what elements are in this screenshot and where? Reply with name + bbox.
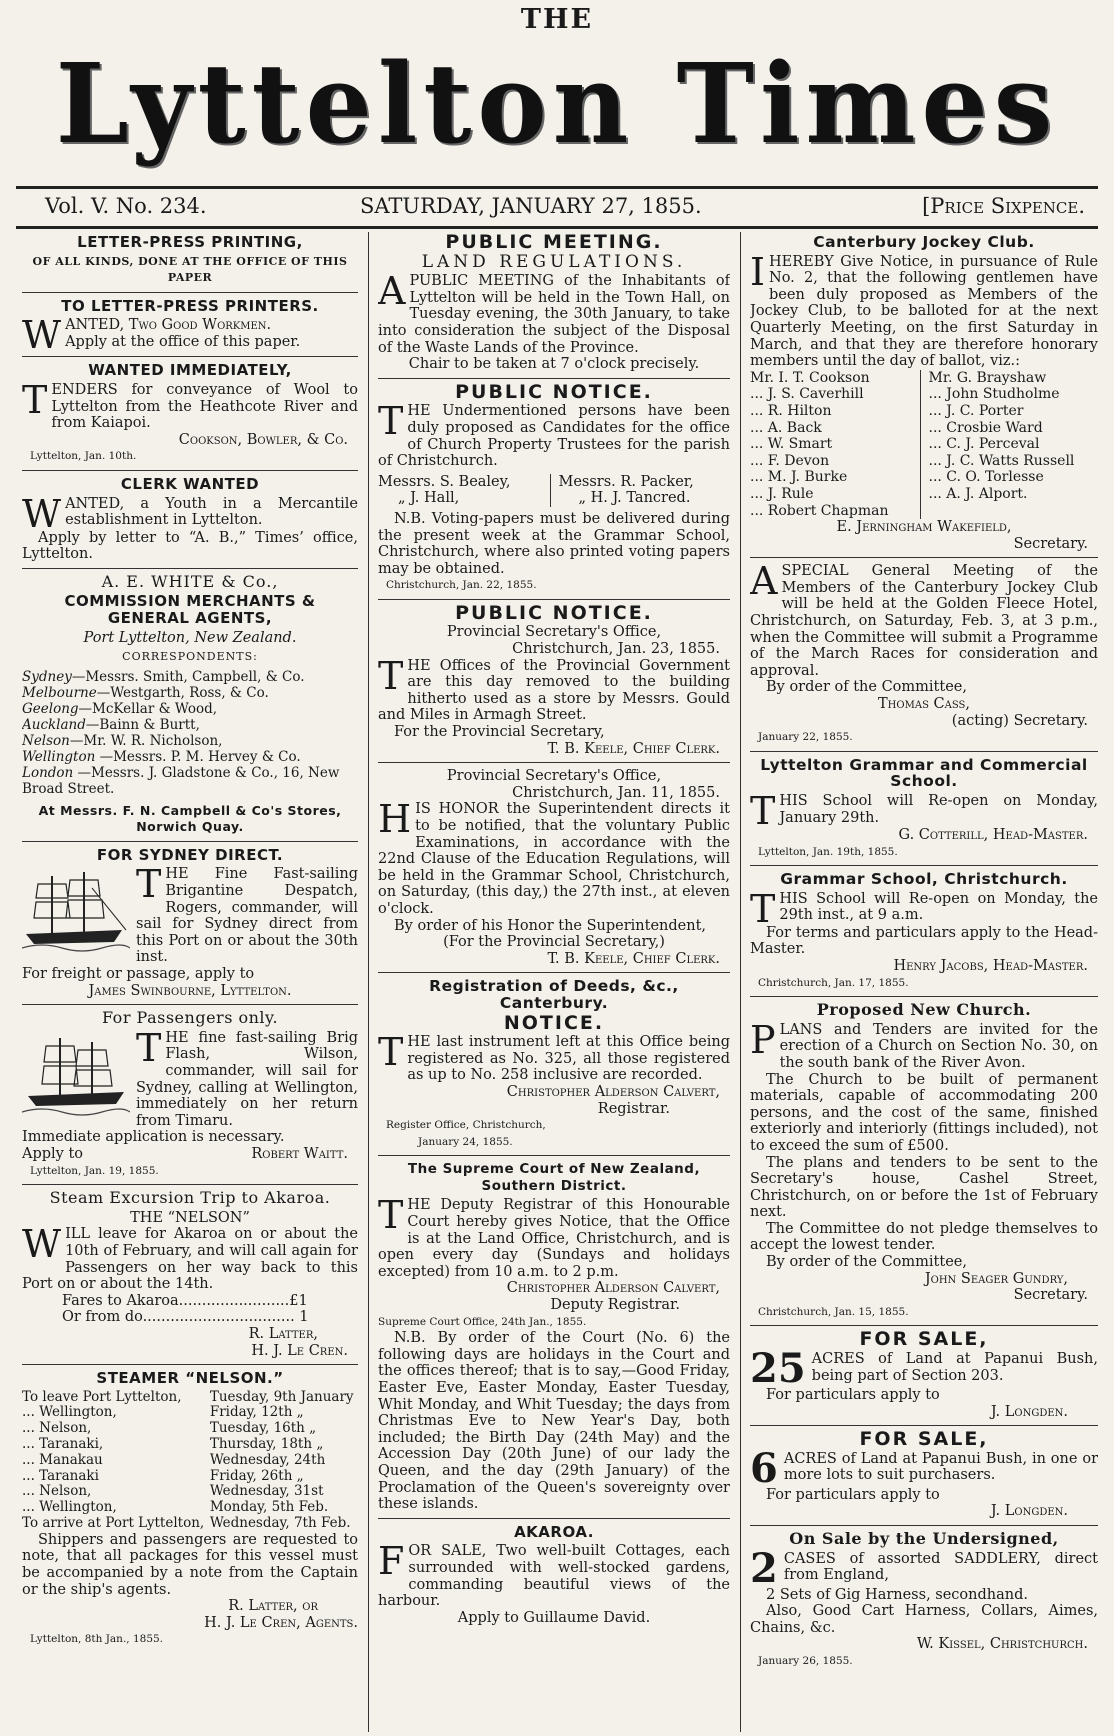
ad-wanted-immediately [22, 362, 358, 465]
column-1 [22, 232, 358, 1732]
drop-cap: W [22, 491, 62, 536]
ad-text: HEREBY Give Notice, in pursuance of Rule No. 2, that the following gentlemen have been duly proposed as Members of the Jockey Club, to be balloted for at the next Quarterly Meeting, on the first Saturday in March, and that they are therefore honorary members until the day of ballot, viz.: [750, 253, 1098, 370]
column-divider-1 [368, 232, 369, 1732]
signature: John Seager Gundry, [924, 1270, 1068, 1287]
column-2 [378, 232, 730, 1732]
correspondent: Auckland—Bainn & Burtt, [22, 716, 200, 733]
ad-text: ANTED, Two Good Workmen. [65, 317, 272, 334]
drop-cap: T [378, 653, 404, 698]
schedule-row: ... Taranaki Friday, 26th „ [22, 1467, 304, 1484]
ad-text: ANTED, a Youth in a Mercantile establishment in Lyttelton. [65, 495, 358, 529]
date-line: Christchurch, Jan. 22, 1855. [386, 579, 537, 592]
drop-cap: W [22, 1222, 62, 1267]
member: ... J. C. Watts Russell [928, 452, 1075, 469]
ad-akaroa [378, 1524, 730, 1627]
ad-public-notice-offices [378, 601, 730, 757]
candidate: Messrs. R. Packer, [558, 473, 694, 490]
drop-cap: T [136, 1025, 162, 1070]
date-line: Supreme Court Office, 24th Jan., 1855. [378, 1315, 587, 1328]
figure-numeral: 6 [750, 1444, 778, 1492]
member: ... Crosbie Ward [928, 419, 1043, 436]
ad-proposed-church [750, 1002, 1098, 1320]
member: ... A. J. Alport. [928, 485, 1028, 502]
ad-text-2: By order of the Committee, [766, 679, 967, 696]
ad-subtitle: OF ALL KINDS, DONE AT THE OFFICE OF THIS PAPER [32, 254, 348, 285]
drop-cap: A [378, 269, 406, 314]
ad-text-2: Immediate application is necessary. [22, 1129, 285, 1146]
ad-title: FOR SALE, [859, 1428, 989, 1451]
ad-title: FOR SALE, [859, 1328, 989, 1351]
ad-text-5: By order of the Committee, [766, 1254, 967, 1271]
ad-printers-wanted [22, 296, 358, 358]
drop-cap: H [378, 797, 412, 842]
ad-special-meeting [750, 559, 1098, 746]
member: ... R. Hilton [750, 402, 832, 419]
date-line: Christchurch, Jan. 15, 1855. [758, 1305, 909, 1318]
ad-title: FOR SYDNEY DIRECT. [96, 845, 284, 864]
signature: James Swinbourne, Lyttelton. [88, 982, 292, 999]
ad-steamer-nelson [22, 1370, 358, 1648]
drop-cap: P [750, 1017, 776, 1062]
ad-title: CLERK WANTED [120, 474, 260, 493]
signature: Thomas Cass, [878, 696, 970, 713]
office-date: Christchurch, Jan. 23, 1855. [512, 641, 720, 658]
ad-title: Proposed New Church. [816, 1000, 1032, 1020]
ad-steam-excursion [22, 1190, 358, 1359]
date-line-2: January 24, 1855. [418, 1135, 513, 1148]
figure-numeral: 2 [750, 1544, 778, 1592]
signature-title: Deputy Registrar. [550, 1297, 680, 1314]
ad-subtitle: LAND REGULATIONS. [421, 251, 687, 272]
schedule-row: ... Wellington, Friday, 12th „ [22, 1404, 304, 1421]
schedule-table [22, 1390, 358, 1532]
column-3 [750, 232, 1098, 1732]
candidate: „ J. Hall, [398, 490, 460, 507]
drop-cap: I [750, 249, 766, 294]
ad-title: LETTER-PRESS PRINTING, [77, 233, 303, 251]
ad-text: HE Offices of the Provincial Government are this day removed to the building hitherto used as a store by Messrs. Gould and Miles in Armagh Street. [378, 657, 730, 724]
ad-note: Shippers and passengers are requested to note, that all packages for this vessel must be accompanied by a note from the Captain or the ship's agents. [22, 1531, 358, 1598]
apply-label: Apply to [22, 1145, 84, 1162]
ad-text-2: N.B. By order of the Court (No. 6) the following days are holidays in the Court and the offices thereof; that is to say,—Good Friday, Easter Eve, Easter Monday, Easter Tuesday, Whit Monday, and Whit Tuesday; the days from Christmas Eve to New Year's Day, both included; the Birth Day (24th May) and the Accession Day (20th June) of our lady the Queen, and the day (29th January) of the Proclamation of the Queen's sovereignty over these islands. [378, 1330, 730, 1513]
signature: T. B. Keele, Chief Clerk. [547, 740, 720, 757]
ad-text: HE fine fast-sailing Brig Flash, Wilson, commander, will sail for Sydney, calling at Wellington, immediately on her return from Timaru. [136, 1029, 358, 1129]
signature: Christopher Alderson Calvert, [506, 1280, 720, 1297]
correspondent: London —Messrs. J. Gladstone & Co., 16, New Broad Street. [22, 764, 340, 797]
member: ... C. J. Perceval [928, 436, 1040, 453]
ad-text: HE Deputy Registrar of this Honourable Court hereby gives Notice, that the Office is at the Land Office, Christchurch, and is open every day (Sundays and holidays excepted) from 10 a.m. to 2 p.m. [378, 1197, 730, 1280]
ad-place: Port Lyttelton, New Zealand. [83, 629, 297, 646]
ad-text-4: The Committee do not pledge themselves to accept the lowest tender. [750, 1220, 1098, 1254]
correspondents-list [22, 669, 358, 797]
signature-title: Secretary. [1013, 1287, 1088, 1304]
ad-public-meeting [378, 234, 730, 373]
ad-registration-deeds [378, 978, 730, 1150]
signature: W. Kissel, Christchurch. [916, 1636, 1088, 1653]
signature: Robert Waitt. [251, 1145, 348, 1162]
ad-for-sale-6-acres [750, 1428, 1098, 1520]
drop-cap: T [750, 886, 776, 931]
schedule-row: ... Taranaki, Thursday, 18th „ [22, 1436, 324, 1453]
issue-date: SATURDAY, JANUARY 27, 1855. [360, 194, 702, 218]
ad-saddlery [750, 1531, 1098, 1670]
ad-text: ACRES of Land at Papanui Bush, in one or more lots to suit purchasers. [783, 1450, 1098, 1484]
correspondent: Geelong—McKellar & Wood, [22, 700, 218, 717]
masthead-title: Lyttelton Times [55, 38, 1059, 169]
volume-number: Vol. V. No. 234. [45, 194, 207, 218]
ad-title: AKAROA. [514, 1522, 594, 1541]
ad-text-2: Apply at the office of this paper. [65, 333, 301, 350]
ad-text: PUBLIC MEETING of the Inhabitants of Lyttelton will be held in the Town Hall, on Tuesday evening, the 30th January, to take into consideration the subject of the Disposal of the Waste Lands of the Province. [378, 273, 730, 356]
member: Mr. I. T. Cookson [750, 369, 870, 386]
ad-white-co [22, 571, 358, 836]
signature-2: H. J. Le Cren, Agents. [204, 1614, 358, 1631]
ad-text: IS HONOR the Superintendent directs it to be notified, that the voluntary Public Examinations, in accordance with the 22nd Clause of the Education Regulations, will be held in the Grammar School, Christchurch, on Saturday, (this day,) the 27th inst., at eleven o'clock. [378, 801, 730, 917]
dateline-rule [16, 226, 1098, 229]
ad-text-2: By order of his Honor the Superintendent, [394, 917, 707, 934]
member: ... J. Rule [750, 485, 814, 502]
ad-title: Canterbury Jockey Club. [813, 233, 1035, 251]
office-date: Christchurch, Jan. 11, 1855. [512, 784, 720, 801]
ad-title: Grammar School, Christchurch. [780, 870, 1068, 889]
ad-text: LANS and Tenders are invited for the erection of a Church on Section No. 30, on the south bank of the River Avon. [779, 1021, 1098, 1071]
signature: J. Longden. [990, 1403, 1068, 1420]
date-line: Lyttelton, 8th Jan., 1855. [30, 1633, 164, 1646]
signature-1: R. Latter, [248, 1325, 318, 1342]
ad-jockey-club [750, 234, 1098, 552]
members-list [750, 370, 1098, 519]
correspondent: Melbourne—Westgarth, Ross, & Co. [22, 684, 269, 701]
office-line: Provincial Secretary's Office, [446, 624, 662, 641]
signature: Henry Jacobs, Head-Master. [893, 957, 1088, 974]
ad-text: ILL leave for Akaroa on or about the 10th of February, and will call again for Passengers on her way back to this Port on or about the 14th. [22, 1226, 358, 1293]
ad-text-2: For the Provincial Secretary, [394, 724, 605, 741]
ad-text-2: Apply by letter to “A. B.,” Times’ office, Lyttelton. [22, 529, 358, 563]
member: ... J. S. Caverhill [750, 386, 864, 403]
ad-title: The Supreme Court of New Zealand, Southern District. [407, 1161, 701, 1194]
signature-title: Secretary. [1013, 535, 1088, 552]
schedule-row: ... Manakau Wednesday, 24th [22, 1451, 326, 1468]
ship-icon [22, 868, 130, 956]
ad-superintendent-notice [378, 768, 730, 967]
date-line: Lyttelton, Jan. 10th. [30, 450, 137, 463]
signature: T. B. Keele, Chief Clerk. [547, 950, 720, 967]
figure-numeral: 25 [750, 1345, 806, 1393]
ad-text: HE last instrument left at this Office being registered as No. 325, all those registered as up to No. 258 inclusive are recorded. [407, 1034, 730, 1084]
drop-cap: A [750, 559, 778, 604]
member: Mr. G. Brayshaw [928, 369, 1047, 386]
ad-title: PUBLIC NOTICE. [455, 380, 653, 403]
ad-text: HE Undermentioned persons have been duly proposed as Candidates for the office of Church Property Trustees for the parish of Christchurch. [378, 403, 730, 470]
candidate: Messrs. S. Bealey, [378, 473, 511, 490]
ad-title: A. E. WHITE & Co., [101, 571, 279, 591]
ad-text-2: Chair to be taken at 7 o'clock precisely. [408, 356, 700, 373]
masthead-rule [16, 186, 1098, 189]
office-line: Provincial Secretary's Office, [446, 768, 662, 785]
drop-cap: T [750, 789, 776, 833]
signature-1: R. Latter, or [228, 1598, 318, 1615]
drop-cap: T [378, 1193, 404, 1238]
signature: Cookson, Bowler, & Co. [178, 431, 348, 448]
drop-cap: T [22, 377, 48, 422]
column-divider-2 [740, 232, 741, 1732]
fare-1: Fares to Akaroa........................£1 [62, 1292, 308, 1309]
correspondent: Sydney—Messrs. Smith, Campbell, & Co. [22, 668, 305, 685]
price: [Price Sixpence. [922, 194, 1085, 218]
date-line: Christchurch, Jan. 17, 1855. [758, 976, 909, 989]
ad-for-sale-25-acres [750, 1328, 1098, 1420]
ad-supreme-court [378, 1161, 730, 1512]
member: ... A. Back [750, 419, 822, 436]
ad-text: CASES of assorted SADDLERY, direct from England, [783, 1550, 1098, 1584]
schedule-row: ... Nelson, Tuesday, 16th „ [22, 1420, 317, 1437]
ad-text: HIS School will Re-open on Monday, January 29th. [779, 793, 1098, 826]
ad-text-2: For freight or passage, apply to [22, 966, 255, 983]
ad-text-2: N.B. Voting-papers must be delivered during the present week at the Grammar School, Christchurch, where also printed voting papers may be obtained. [378, 510, 730, 577]
ad-letterpress-printing [22, 234, 358, 287]
drop-cap: F [378, 1539, 405, 1584]
ad-title: STEAMER “NELSON.” [96, 1369, 284, 1388]
date-line: Lyttelton, Jan. 19, 1855. [30, 1164, 159, 1177]
signature: J. Longden. [990, 1503, 1068, 1520]
member: ... John Studholme [928, 386, 1060, 403]
ad-title: PUBLIC MEETING. [445, 232, 663, 253]
drop-cap: T [378, 1030, 404, 1075]
signature-title: Registrar. [597, 1100, 670, 1117]
ad-text: HE Fine Fast-sailing Brigantine Despatch, Rogers, commander, will sail for Sydney direct from this Port on or about the 30th inst. [136, 866, 358, 966]
signature: E. Jerningham Wakefield, [836, 519, 1012, 536]
schedule-row: To leave Port Lyttelton, Tuesday, 9th January [22, 1388, 354, 1405]
ad-public-notice-trustees [378, 380, 730, 594]
ad-title: PUBLIC NOTICE. [455, 601, 653, 624]
ad-text-2: Apply to Guillaume David. [457, 1609, 651, 1626]
ad-text-3: The plans and tenders to be sent to the Secretary's house, Cashel Street, Christchurch, on or before the 1st of February next. [750, 1154, 1098, 1221]
signature-2: H. J. Le Cren. [251, 1342, 348, 1359]
drop-cap: T [136, 862, 162, 907]
ad-title: Lyttelton Grammar and Commercial School. [760, 755, 1088, 791]
ad-title: Registration of Deeds, &c., Canterbury. [429, 977, 679, 1012]
schedule-row: To arrive at Port Lyttelton, Wednesday, 7th Feb. [22, 1515, 351, 1532]
member: ... W. Smart [750, 436, 833, 453]
ad-text: OR SALE, Two well-built Cottages, each surrounded with well-stocked gardens, commanding beautiful views of the harbour. [378, 1543, 730, 1610]
member: ... F. Devon [750, 452, 830, 469]
ship-icon [22, 1032, 130, 1120]
ad-text: HIS School will Re-open on Monday, the 29th inst., at 9 a.m. [779, 890, 1098, 924]
member: ... M. J. Burke [750, 469, 848, 486]
ad-clerk-wanted [22, 476, 358, 563]
ad-text-3: (For the Provincial Secretary,) [443, 934, 665, 951]
correspondents-label: CORRESPONDENTS: [122, 650, 258, 664]
ad-footer: At Messrs. F. N. Campbell & Co's Stores, Norwich Quay. [38, 802, 342, 835]
member: ... Robert Chapman [750, 502, 889, 519]
member: ... C. O. Torlesse [928, 469, 1044, 486]
ad-title: On Sale by the Undersigned, [789, 1529, 1059, 1548]
ad-lyttelton-grammar [750, 757, 1098, 860]
ad-text-2: For particulars apply to [766, 1486, 940, 1503]
ad-passengers-only [22, 1010, 358, 1179]
ad-title: Steam Excursion Trip to Akaroa. [49, 1188, 331, 1208]
correspondent: Wellington —Messrs. P. M. Hervey & Co. [22, 748, 301, 765]
ad-text-2: The Church to be built of permanent materials, capable of accommodating 200 persons, and the cost of the same, finished exteriorly and interiorly (fittings included), not to exceed the sum of £500. [750, 1071, 1098, 1154]
member: ... J. C. Porter [928, 402, 1024, 419]
date-line: January 22, 1855. [758, 731, 853, 744]
ad-text-3: Also, Good Cart Harness, Collars, Aimes, Chains, &c. [750, 1603, 1098, 1636]
signature-title: (acting) Secretary. [951, 712, 1088, 729]
ad-text: SPECIAL General Meeting of the Members of the Canterbury Jockey Club will be held at the Golden Fleece Hotel, Christchurch, on Saturday, Feb. 3, at 3 p.m., when the Committee will submit a Programme of the March Races for consideration and approval. [750, 563, 1098, 679]
date-line: Register Office, Christchurch, [386, 1119, 546, 1132]
ad-text: ACRES of Land at Papanui Bush, being part of Section 203. [811, 1351, 1098, 1384]
signature: Christopher Alderson Calvert, [506, 1083, 720, 1100]
date-line: Lyttelton, Jan. 19th, 1855. [758, 845, 898, 858]
candidates-list [378, 474, 730, 507]
schedule-row: ... Nelson, Wednesday, 31st [22, 1483, 324, 1500]
schedule-row: ... Wellington, Monday, 5th Feb. [22, 1499, 329, 1516]
ad-text-2: For terms and particulars apply to the Head-Master. [750, 924, 1098, 958]
ad-subtitle: THE “NELSON” [130, 1209, 250, 1226]
drop-cap: W [22, 313, 62, 358]
ad-text-2: 2 Sets of Gig Harness, secondhand. [766, 1586, 1028, 1603]
ad-title: TO LETTER-PRESS PRINTERS. [61, 296, 319, 315]
date-line: January 26, 1855. [758, 1654, 853, 1667]
masthead-the: THE [520, 4, 594, 35]
ad-title: For Passengers only. [101, 1008, 279, 1028]
ad-grammar-christchurch [750, 871, 1098, 991]
ad-sydney-direct [22, 847, 358, 999]
signature: G. Cotterill, Head-Master. [898, 827, 1088, 843]
fare-2: Or from do................................. 1 [62, 1309, 309, 1326]
ad-subtitle: NOTICE. [503, 1011, 605, 1034]
ad-subtitle: COMMISSION MERCHANTS & GENERAL AGENTS, [64, 592, 316, 627]
ad-title: WANTED IMMEDIATELY, [88, 361, 292, 380]
ad-text: ENDERS for conveyance of Wool to Lyttelton from the Heathcote River and from Kaiapoi. [51, 381, 358, 432]
ad-text-2: For particulars apply to [766, 1387, 940, 1404]
dateline [40, 194, 1090, 222]
candidate: „ H. J. Tancred. [578, 490, 691, 507]
drop-cap: T [378, 399, 404, 444]
correspondent: Nelson—Mr. W. R. Nicholson, [22, 732, 223, 749]
